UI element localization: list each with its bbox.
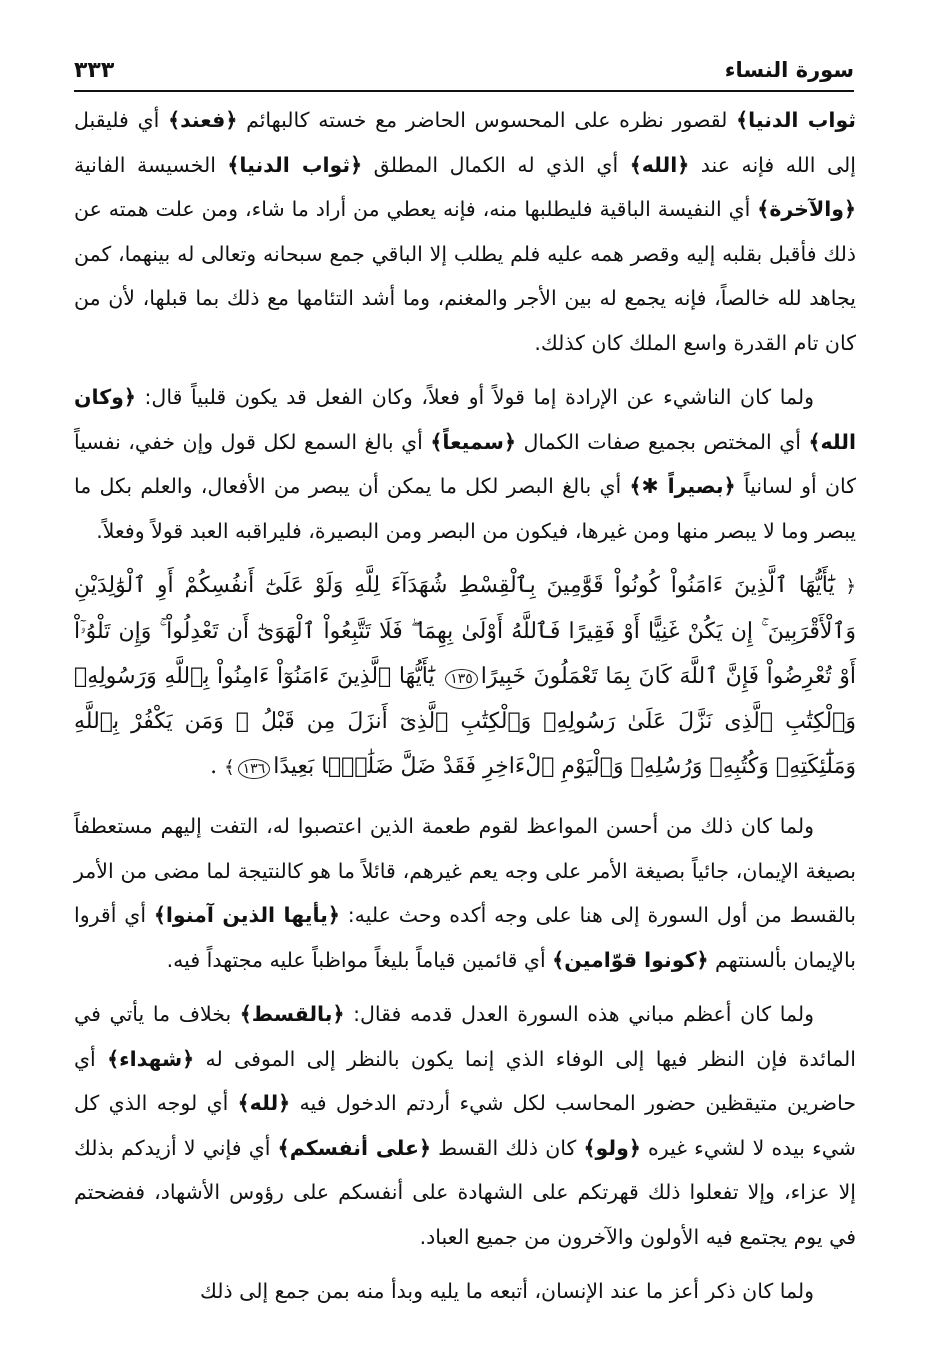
- text-segment: ✱: [641, 474, 668, 498]
- text-segment: ولما كان أعظم مباني هذه السورة العدل قدمه فقال:: [344, 1002, 814, 1026]
- open-ornament-bracket: ﴿: [845, 576, 856, 597]
- text-segment: ﴾: [153, 903, 166, 927]
- text-segment: ﴿: [225, 108, 238, 132]
- quote-phrase: [107, 1047, 194, 1071]
- text-segment: ﴾: [629, 152, 642, 177]
- text-segment: ﴾: [552, 947, 565, 972]
- text-segment: ﴾: [757, 197, 770, 221]
- text-segment: أي فليقبل إلى الله فإنه عند: [74, 108, 856, 177]
- text-segment: والآخرة: [769, 197, 844, 221]
- quote-phrase: [168, 108, 237, 132]
- text-segment: بالقسط: [251, 1002, 333, 1026]
- text-segment: ﴿: [843, 197, 856, 221]
- text-segment: ﴿: [278, 1091, 291, 1115]
- text-segment: أي قائمين قياماً بليغاً مواظباً عليه مجتهداً فيه.: [166, 947, 553, 972]
- verse-136-text: يَٰٓأَيُّهَا ٱلَّذِينَ ءَامَنُوٓاْ ءَامِنُواْ بِٱللَّهِ وَرَسُولِهِۦ وَٱلْكِتَٰبِ ٱلَّذِى نَزَّلَ عَلَىٰ رَسُولِهِۦ وَٱلْكِتَٰبِ ٱلَّذِىٓ أَنزَلَ مِن قَبْلُ ۚ وَمَن يَكْفُرْ بِٱللَّهِ وَمَلَٰٓئِكَتِهِۦ وَكُتُبِهِۦ وَرُسُلِهِۦ وَٱلْيَوْمِ ٱلْءَاخِرِ فَقَدْ ضَلَّ ضَلَٰلًۢا بَعِيدًا: [74, 664, 856, 779]
- quote-phrase: [552, 948, 708, 972]
- text-segment: ولما كان ذلك من أحسن المواعظ لقوم طعمة الذين اعتصبوا له، التفت إليهم مستعطفاً بصيغة الإيمان، جائياً بصيغة الأمر على وجه يعم غيرهم، قائلاً ما هو كالنتيجة لما مضى من الأمر بالقسط من أول السورة إلى هنا على وجه أكده وحث عليه:: [74, 814, 856, 927]
- quote-phrase: [584, 1136, 641, 1160]
- text-segment: أي فإني لا أزيدكم بذلك إلا عزاء، وإلا تفعلوا ذلك قهرتكم على الشهادة على أنفسكم على رؤوس الأشهاد، ففضحتم في يوم يجتمع فيه الأولون والآخرون من جميع العباد.: [74, 1135, 856, 1249]
- text-segment: ﴿: [123, 385, 136, 409]
- quote-phrase: [278, 1136, 431, 1160]
- text-segment: كان ذلك القسط: [430, 1135, 584, 1160]
- text-segment: لقصور نظره على المحسوس الحاضر مع خسته كالبهائم: [237, 108, 737, 132]
- running-title: سورة النساء: [724, 58, 854, 82]
- text-segment: ﴿: [350, 152, 363, 177]
- text-segment: ﴾: [736, 108, 749, 132]
- text-segment: ﴿: [677, 152, 690, 177]
- text-segment: على أنفسكم: [289, 1135, 419, 1160]
- text-segment: ﴿: [696, 947, 709, 972]
- quote-phrase: [630, 153, 690, 177]
- text-segment: وكان الله: [74, 385, 856, 454]
- text-segment: شهداء: [119, 1046, 183, 1071]
- text-segment: أي حاضرين متيقظين حضور المحاسب لكل شيء أردتم الدخول فيه: [74, 1046, 856, 1115]
- text-segment: ﴾: [107, 1046, 120, 1071]
- ayah-number-136: ١٣٦: [238, 759, 271, 779]
- quote-phrase: [240, 1002, 345, 1026]
- text-segment: ﴾: [168, 108, 181, 132]
- text-segment: ﴿: [418, 1135, 431, 1160]
- text-segment: ولما كان الناشيء عن الإرادة إما قولاً أو فعلاً، وكان الفعل قد يكون قلبياً قال:: [135, 385, 814, 409]
- text-segment: ثواب الدنيا: [239, 152, 351, 177]
- text-segment: ﴾: [277, 1135, 290, 1160]
- text-segment: بصيراً: [667, 474, 724, 498]
- text-segment: سميعاً: [442, 429, 504, 454]
- text-segment: ﴿: [723, 474, 736, 498]
- paragraph-2: [74, 375, 856, 553]
- quote-phrase: [736, 108, 856, 132]
- text-segment: ﴾: [583, 1135, 596, 1160]
- close-ornament-bracket: ﴾: [224, 757, 235, 778]
- text-segment: أي لوجه الذي كل شيء بيده لا لشيء غيره: [74, 1091, 856, 1160]
- text-segment: أي الذي له الكمال المطلق: [362, 152, 630, 177]
- ayah-number-135: ١٣٥: [445, 669, 478, 689]
- page-number: ٣٣٣: [74, 58, 115, 83]
- text-segment: ﴾: [239, 1002, 252, 1026]
- text-segment: بخلاف ما يأتي في المائدة فإن النظر فيها إلى الوفاء الذي إنما يكون بالنظر إلى الموفى له: [74, 1002, 856, 1071]
- header-rule: [74, 90, 854, 92]
- paragraph-3: [74, 804, 856, 982]
- text-segment: فعند: [180, 108, 226, 132]
- text-segment: ولو: [595, 1135, 629, 1160]
- text-segment: ثواب الدنيا: [748, 108, 856, 132]
- page-header: [74, 52, 854, 92]
- quote-phrase: [227, 153, 362, 177]
- text-segment: أي بالغ البصر لكل ما يمكن أن يبصر من الأفعال، والعلم بكل ما يبصر وما لا يبصر منها ومن غيرها، فيكون من البصر ومن البصيرة، فليراقبه العبد قولاً وفعلاً.: [74, 474, 856, 543]
- text-segment: ﴿: [628, 1135, 641, 1160]
- quote-phrase: [629, 474, 735, 498]
- paragraph-1: [74, 98, 856, 365]
- text-segment: أي بالغ السمع لكل قول وإن خفي، نفسياً كان أو لسانياً: [74, 429, 857, 498]
- page-body: [74, 98, 856, 1324]
- paragraph-5: [74, 1269, 856, 1314]
- text-segment: ﴿: [503, 429, 516, 454]
- text-segment: يأيها الذين آمنوا: [165, 903, 328, 927]
- text-segment: لله: [249, 1091, 279, 1115]
- text-segment: ولما كان ذكر أعز ما عند الإنسان، أتبعه ما يليه وبدأ منه بمن جمع إلى ذلك: [199, 1279, 814, 1303]
- verse-135-text: يَٰٓأَيُّهَا ٱلَّذِينَ ءَامَنُواْ كُونُواْ قَوَّٰمِينَ بِٱلْقِسْطِ شُهَدَآءَ لِلَّهِ وَلَوْ عَلَىٰٓ أَنفُسِكُمْ أَوِ ٱلْوَٰلِدَيْنِ وَٱلْأَقْرَبِينَ ۚ إِن يَكُنْ غَنِيًّا أَوْ فَقِيرًا فَٱللَّهُ أَوْلَىٰ بِهِمَا ۖ فَلَا تَتَّبِعُواْ ٱلْهَوَىٰٓ أَن تَعْدِلُواْ ۚ وَإِن تَلْوُۥٓاْ أَوْ تُعْرِضُواْ فَإِنَّ ٱللَّهَ كَانَ بِمَا تَعْمَلُونَ خَبِيرًا: [74, 573, 856, 689]
- text-segment: ﴿: [327, 903, 340, 927]
- text-segment: أي المختص بجميع صفات الكمال: [515, 429, 809, 454]
- quote-phrase: [154, 903, 340, 927]
- text-segment: الخسيسة الفانية: [74, 152, 228, 177]
- quote-phrase: [430, 430, 516, 454]
- text-segment: ﴿: [182, 1046, 195, 1071]
- quote-phrase: [238, 1091, 291, 1115]
- quote-phrase: [757, 197, 856, 221]
- text-segment: أي أقروا بالإيمان بألسنتهم: [74, 903, 856, 972]
- text-segment: ﴾: [227, 152, 240, 177]
- text-segment: ﴿: [332, 1002, 345, 1026]
- text-segment: ﴾: [237, 1091, 250, 1115]
- paragraph-4: [74, 992, 856, 1259]
- text-segment: الله: [641, 152, 678, 177]
- text-segment: أي النفيسة الباقية فليطلبها منه، فإنه يعطي من أراد ما شاء، ومن علت همته عن ذلك فأقبل بقلبه إليه وقصر همه عليه فلم يطلب إلا الباقي جمع سبحانه وتعالى له بينهما، كمن يجاهد لله خالصاً، فإنه يجمع له بين الأجر والمغنم، وما أشد التئامها مع ذلك بما قبلها، لأن من كان تام القدرة واسع الملك كان كذلك.: [74, 197, 856, 355]
- text-segment: ﴾: [808, 429, 821, 454]
- text-segment: ﴾: [430, 429, 443, 454]
- text-segment: ﴾: [629, 474, 642, 498]
- quran-verses: ﴿ يَٰٓأَيُّهَا ٱلَّذِينَ ءَامَنُواْ كُونُواْ قَوَّٰمِينَ بِٱلْقِسْطِ شُهَدَآءَ لِلَّهِ وَلَوْ عَلَىٰٓ أَنفُسِكُمْ أَوِ ٱلْوَٰلِدَيْنِ وَٱلْأَقْرَبِينَ ۚ إِن يَكُنْ غَنِيًّا أَوْ فَقِيرًا فَٱللَّهُ أَوْلَىٰ بِهِمَا ۖ فَلَا تَتَّبِعُواْ ٱلْهَوَىٰٓ أَن تَعْدِلُواْ ۚ وَإِن تَلْوُۥٓاْ أَوْ تُعْرِضُواْ فَإِنَّ ٱللَّهَ كَانَ بِمَا تَعْمَلُونَ خَبِيرًا١٣٥ يَٰٓأَيُّهَا ٱلَّذِينَ ءَامَنُوٓاْ ءَامِنُواْ بِٱللَّهِ وَرَسُولِهِۦ وَٱلْكِتَٰبِ ٱلَّذِى نَزَّلَ عَلَىٰ رَسُولِهِۦ وَٱلْكِتَٰبِ ٱلَّذِىٓ أَنزَلَ مِن قَبْلُ ۚ وَمَن يَكْفُرْ بِٱللَّهِ وَمَلَٰٓئِكَتِهِۦ وَكُتُبِهِۦ وَرُسُلِهِۦ وَٱلْيَوْمِ ٱلْءَاخِرِ فَقَدْ ضَلَّ ضَلَٰلًۢا بَعِيدًا١٣٦﴾ .: [74, 573, 856, 779]
- text-segment: كونوا قوّامين: [564, 947, 697, 972]
